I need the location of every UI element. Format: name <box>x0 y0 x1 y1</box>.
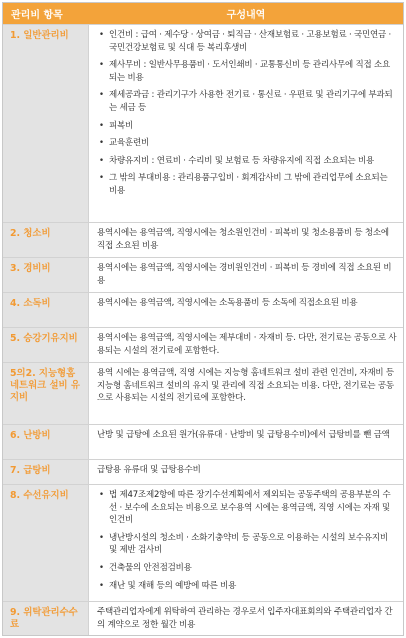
row-detail: 주택관리업자에게 위탁하여 관리하는 경우로서 입주자대표회의와 주택관리업자 간의 계약으로 정한 월간 비용 <box>97 607 393 630</box>
list-item: • 교육훈련비 <box>109 137 397 150</box>
table-row <box>3 484 403 601</box>
list-item: • 건축물의 안전점검비용 <box>109 562 397 575</box>
header-item: 관리비 항목 <box>11 10 63 21</box>
row-detail: 용역시에는 용역금액, 직영시에는 청소원인건비 · 피복비 및 청소용품비 등 청소에 직접 소요된 비용 <box>97 228 389 251</box>
table-row <box>3 459 403 484</box>
list-item: • 차량유지비 : 연료비 · 수리비 및 보험료 등 차량유지에 직접 소요되는 비용 <box>109 155 397 168</box>
row-item: 5. 승강기유지비 <box>3 328 89 362</box>
row-detail <box>89 485 403 601</box>
row-detail <box>89 25 403 222</box>
detail-list <box>97 29 397 198</box>
cost-table <box>2 2 404 636</box>
table-header <box>3 3 403 24</box>
header-detail: 구성내역 <box>226 10 266 21</box>
list-item: • 냉난방시설의 청소비 · 소화기충약비 등 공동으로 이용하는 시설의 보수유지비 및 제반 검사비 <box>109 532 397 557</box>
row-detail: 용역시에는 용역금액, 직영시에는 경비원인건비 · 피복비 등 경비에 직접 소요된 비용 <box>97 263 392 286</box>
row-detail: 용역시에는 용역금액, 직영시에는 제부대비 · 자재비 등. 다만, 전기료는 공동으로 사용되는 시설의 전기료에 포함한다. <box>97 333 397 356</box>
table-row <box>3 601 403 635</box>
list-item: • 인건비 : 급여 · 제수당 · 상여금 · 퇴직금 · 산재보험료 · 고용보험료 · 국민연금 · 국민건강보험료 및 식대 등 복리후생비 <box>109 29 397 54</box>
row-detail: 난방 및 급탕에 소요된 원가(유류대 · 난방비 및 급탕용수비)에서 급탕비를 뺀 금액 <box>97 430 390 440</box>
row-item: 5의2. 지능형홈네트워크 설비 유지비 <box>3 363 89 424</box>
row-item: 4. 소독비 <box>3 293 89 327</box>
row-item: 8. 수선유지비 <box>3 485 89 601</box>
row-detail: 용역시에는 용역금액, 직영시에는 소독용품비 등 소독에 직접소요된 비용 <box>97 298 358 308</box>
table-row <box>3 424 403 459</box>
table-row <box>3 362 403 424</box>
row-detail: 용역 시에는 용역금액, 직영 시에는 지능형 홈네트워크 설비 관련 인건비, 자재비 등 지능형 홈네트워크 설비의 유지 및 관리에 직접 소요되는 비용. 다만, 전기료는 공동으로 사용되는 시설의 전기료에 포함한다. <box>97 368 394 404</box>
list-item: • 제세공과금 : 관리기구가 사용한 전기료 · 통신료 · 우편료 및 관리기구에 부과되는 세금 등 <box>109 89 397 114</box>
list-item: • 그 밖의 부대비용 : 관리용품구입비 · 회계감사비 그 밖에 관리업무에 소요되는 비용 <box>109 172 397 197</box>
table-row <box>3 222 403 257</box>
row-detail: 급탕용 유류대 및 급탕용수비 <box>97 465 201 475</box>
list-item: • 법 제47조제2항에 따른 장기수선계획에서 제외되는 공동주택의 공용부분의 수선 · 보수에 소요되는 비용으로 보수용역 시에는 용역금액, 직영 시에는 자재 및 인건비 <box>109 489 397 527</box>
table-row <box>3 292 403 327</box>
table-row <box>3 24 403 222</box>
list-item: • 제사무비 : 일반사무용품비 · 도서인쇄비 · 교통통신비 등 관리사무에 직접 소요되는 비용 <box>109 59 397 84</box>
row-item: 7. 급탕비 <box>3 460 89 484</box>
row-item: 6. 난방비 <box>3 425 89 459</box>
row-item: 2. 청소비 <box>3 223 89 257</box>
table-row <box>3 257 403 292</box>
row-item: 1. 일반관리비 <box>3 25 89 222</box>
table-row <box>3 327 403 362</box>
detail-list <box>97 489 397 592</box>
row-item: 3. 경비비 <box>3 258 89 292</box>
list-item: • 재난 및 재해 등의 예방에 따른 비용 <box>109 580 397 593</box>
row-item: 9. 위탁관리수수료 <box>3 602 89 635</box>
list-item: • 피복비 <box>109 120 397 133</box>
